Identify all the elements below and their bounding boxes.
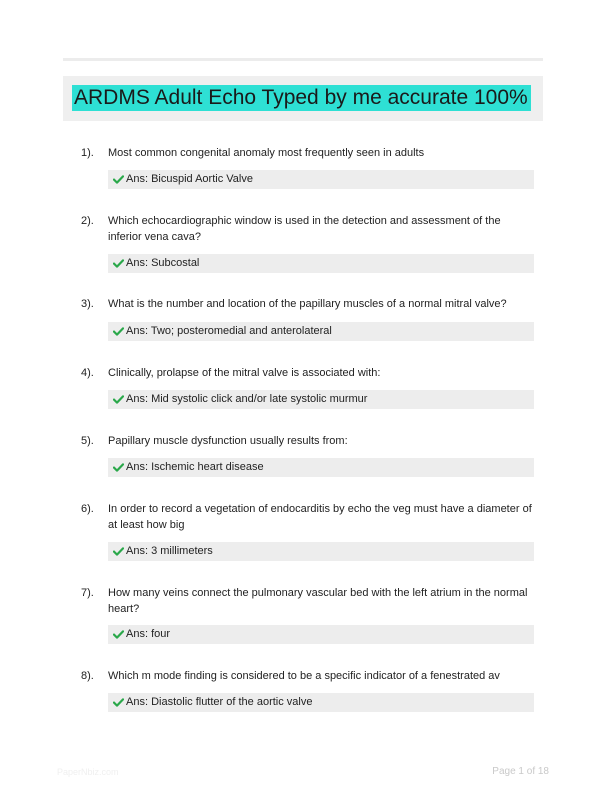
answer-box: [108, 625, 534, 644]
top-divider: [63, 58, 543, 61]
question-number: 4).: [81, 367, 94, 379]
answer-text: Ans: Bicuspid Aortic Valve: [126, 173, 253, 185]
check-icon: [113, 463, 124, 472]
check-icon: [113, 395, 124, 404]
answer-box: [108, 322, 534, 341]
answer-text: Ans: Mid systolic click and/or late systolic murmur: [126, 393, 368, 405]
check-icon: [113, 259, 124, 268]
answer-text: Ans: 3 millimeters: [126, 545, 213, 557]
question-number: 6).: [81, 503, 94, 515]
answer-box: [108, 254, 534, 273]
answer-box: [108, 170, 534, 189]
document-title: ARDMS Adult Echo Typed by me accurate 100%: [72, 85, 531, 111]
check-icon: [113, 327, 124, 336]
check-icon: [113, 630, 124, 639]
question-number: 5).: [81, 435, 94, 447]
question-number: 3).: [81, 298, 94, 310]
question-text: Clinically, prolapse of the mitral valve is associated with:: [108, 367, 381, 379]
title-box: [63, 76, 543, 121]
answer-text: Ans: Two; posteromedial and anterolateral: [126, 325, 332, 337]
question-text: In order to record a vegetation of endocarditis by echo the veg must have a diameter of at least how big: [108, 503, 532, 531]
answer-text: Ans: Diastolic flutter of the aortic valve: [126, 696, 313, 708]
question-text: Most common congenital anomaly most frequently seen in adults: [108, 147, 425, 159]
answer-text: Ans: four: [126, 628, 171, 640]
question-text: How many veins connect the pulmonary vascular bed with the left atrium in the normal heart?: [108, 587, 528, 615]
answer-box: [108, 390, 534, 409]
question-text: Which m mode finding is considered to be a specific indicator of a fenestrated av: [108, 670, 500, 682]
answer-text: Ans: Subcostal: [126, 257, 200, 269]
answer-text: Ans: Ischemic heart disease: [126, 461, 264, 473]
check-icon: [113, 698, 124, 707]
question-text: Papillary muscle dysfunction usually results from:: [108, 435, 348, 447]
question-text: What is the number and location of the papillary muscles of a normal mitral valve?: [108, 298, 507, 310]
check-icon: [113, 175, 124, 184]
question-text: Which echocardiographic window is used in the detection and assessment of the inferior vena cava?: [108, 215, 501, 243]
answer-box: [108, 542, 534, 561]
page-indicator: Page 1 of 18: [492, 766, 549, 777]
question-number: 8).: [81, 670, 94, 682]
answer-box: [108, 458, 534, 477]
footer-source: PaperNbiz.com: [57, 767, 119, 777]
answer-box: [108, 693, 534, 712]
question-number: 1).: [81, 147, 94, 159]
question-number: 7).: [81, 587, 94, 599]
question-number: 2).: [81, 215, 94, 227]
check-icon: [113, 547, 124, 556]
